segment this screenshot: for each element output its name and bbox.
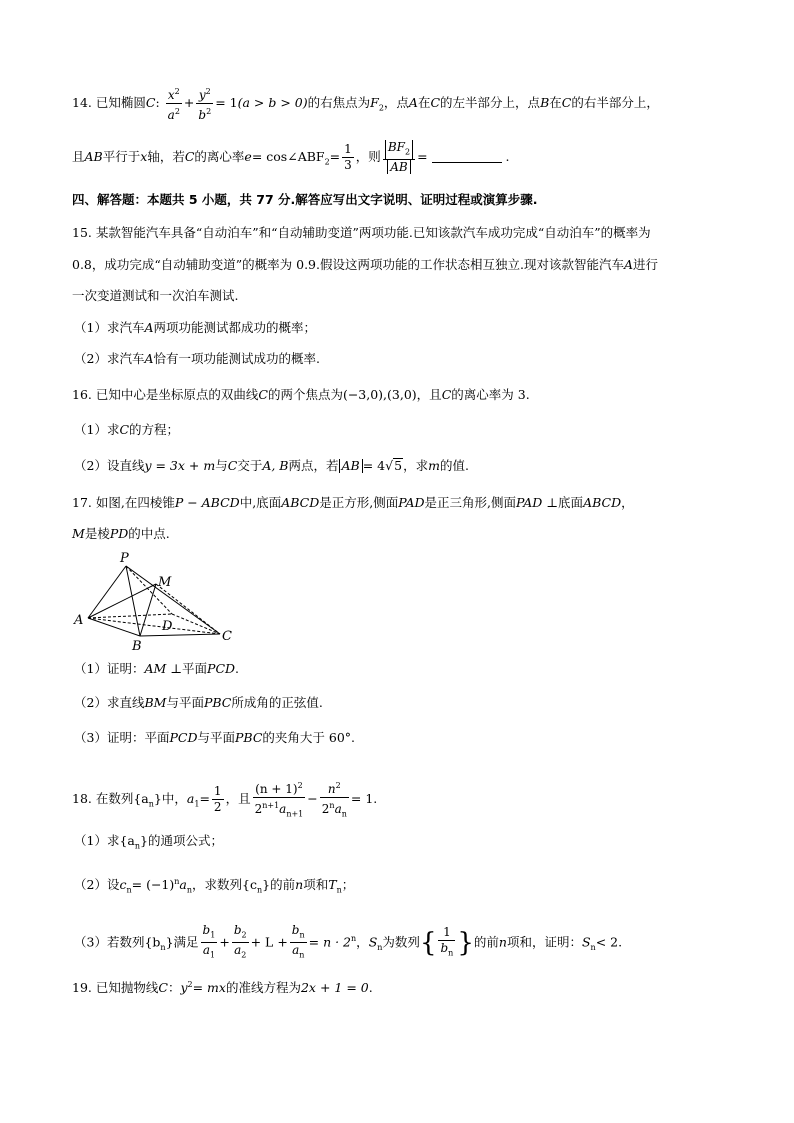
math-op: − <box>307 791 318 807</box>
math-var: AB <box>341 458 360 473</box>
text: 的离心率 <box>194 149 245 165</box>
answer-blank[interactable] <box>432 162 502 163</box>
math-var: ABCD <box>281 495 320 510</box>
math-sup: 2 <box>174 87 180 96</box>
math-sub: 2 <box>404 147 411 157</box>
math-expr: y = 3x + m <box>144 458 216 473</box>
math-var: C <box>441 387 452 402</box>
edge-AD <box>88 614 172 618</box>
q17-part3: （3）证明：平面PCD与平面PBC的夹角大于 60°. <box>74 730 355 745</box>
q15-part2: （2）求汽车A恰有一项功能测试成功的概率. <box>74 351 320 366</box>
math-var: b <box>198 108 207 122</box>
text: ，点 <box>383 95 409 110</box>
label-C: C <box>222 629 232 644</box>
fraction-recurrence-2: $\frac{n^2}{2^na_n}$ <box>320 778 349 821</box>
q15-line2 <box>72 256 658 274</box>
q17-line1: 17. 如图,在四棱锥P − ABCD中,底面ABCD是正方形,侧面PAD是正三角形,侧面PAD ⊥底面ABCD， <box>72 495 634 510</box>
q18-line1: 18. 在数列$\{a_n\}$中，$a_1=$ $\frac{1}{2}$ ，且 $\frac{(n + 1)^2}{2^{n+1}a_{n+1}}$ − $\frac{n^2}{2^na_n}$ = 1. <box>72 778 377 821</box>
fraction-one-half: $\frac{1}{2}$ <box>213 784 222 815</box>
text: 已知椭圆 <box>95 95 146 110</box>
section-heading: 四、解答题：本题共 5 小题，共 77 分.解答应写出文字说明、证明过程或演算步骤. <box>72 192 538 207</box>
label-A: A <box>74 613 84 628</box>
math-expr: = cos∠ABF <box>251 149 325 165</box>
edge-BC <box>140 634 220 636</box>
q17-part2: （2）求直线BM与平面PBC所成角的正弦值. <box>74 695 323 710</box>
math-var: PD <box>109 526 129 541</box>
math-var: PCD <box>169 730 198 745</box>
math-expr: (−3,0),(3,0) <box>342 387 417 402</box>
math-op: = <box>417 149 428 165</box>
fraction-one-third: $\frac{1}{3}$ <box>344 142 352 173</box>
q14-line2 <box>72 140 510 175</box>
fraction-recurrence-1: $\frac{(n + 1)^2}{2^{n+1}a_{n+1}}$ <box>253 778 306 821</box>
math-sub: 2 <box>378 103 384 113</box>
math-var: PBC <box>234 730 263 745</box>
pyramid-figure <box>68 548 248 654</box>
math-var: AB <box>84 149 103 165</box>
question-number: 14. <box>72 95 92 110</box>
fraction-bn-an: $\frac{b_n}{a_n}$ <box>291 923 305 960</box>
label-P: P <box>120 551 129 566</box>
math-var: A <box>408 95 418 110</box>
math-sub: 2 <box>324 157 330 167</box>
text: 进行 <box>633 257 659 272</box>
math-var: B <box>540 95 550 110</box>
math-var: A <box>623 257 633 272</box>
math-expr: {a <box>133 791 149 807</box>
math-op: : <box>155 95 160 110</box>
q16-part1: （1）求C的方程； <box>74 422 180 437</box>
text: 0.8，成功完成“自动辅助变道”的概率为 0.9.假设这两项功能的工作状态相互独立.现对该款智能汽车 <box>72 257 624 272</box>
fraction-y2-b2 <box>196 84 213 123</box>
math-var: PBC <box>203 695 232 710</box>
fraction-b1-a1: $\frac{b_1}{a_1}$ <box>202 923 216 960</box>
label-D: D <box>162 619 173 634</box>
math-var: x <box>140 149 148 165</box>
math-var: C <box>258 387 268 402</box>
q18-part1: （1）求$\{a_n\}$的通项公式； <box>74 833 223 851</box>
math-var: C <box>430 95 441 110</box>
text: 且 <box>72 149 85 165</box>
fraction-b2-a2: $\frac{b_2}{a_2}$ <box>233 923 247 960</box>
sqrt-radicand: 5 <box>394 458 403 473</box>
text: ，则 <box>355 149 381 165</box>
math-var: y <box>198 88 206 102</box>
math-op: = <box>329 149 341 165</box>
math-sup: 2 <box>174 107 180 116</box>
math-var: C <box>184 149 195 165</box>
q18-part3: （3）若数列$\{b_n\}$满足 $\frac{b_1}{a_1}$ + $\frac{b_2}{a_2}$ + L + $\frac{b_n}{a_n}$ = $n \cdot 2^n$，$S_n$为数列{ $\frac{1}{b_n}$ }的前n项和，证明：$S_n< 2$. <box>74 923 622 963</box>
math-expr: 2x + 1 = 0 <box>300 980 369 996</box>
math-expr: {a <box>119 833 135 848</box>
math-var: C <box>158 980 168 996</box>
math-var: PCD <box>207 661 236 676</box>
math-var: A <box>144 320 154 335</box>
text: 的左半部分上，点 <box>440 95 541 110</box>
math-var: M <box>72 526 85 541</box>
text: . <box>505 149 510 165</box>
q16-part2: （2）设直线y = 3x + m与C交于A, B两点，若 AB = 4√5，求m的值. <box>74 458 469 473</box>
math-var: C <box>145 95 156 110</box>
edge-PC <box>126 566 220 634</box>
math-condition: (a > b > 0) <box>237 95 308 110</box>
q17-part1: （1）证明：AM ⊥平面PCD. <box>74 661 240 676</box>
math-var: C <box>561 95 572 110</box>
math-var: a <box>186 791 195 807</box>
edge-PB <box>126 566 140 636</box>
label-B: B <box>132 639 142 654</box>
text: 的右焦点为 <box>307 95 371 110</box>
segment-AM <box>88 584 156 618</box>
math-var: PAD <box>398 495 425 510</box>
math-expr: P − ABCD <box>174 495 240 510</box>
math-var: C <box>227 458 238 473</box>
math-var: A <box>144 351 154 366</box>
math-var: C <box>119 422 130 437</box>
text: 平行于 <box>102 149 141 165</box>
segment-BM <box>140 584 156 636</box>
math-var: x <box>167 88 175 102</box>
q15-line3: 一次变道测试和一次泊车测试. <box>72 288 239 303</box>
q14-line1: 14. 已知椭圆C: $\frac{x^2}{a^2}$ + $\frac{y^2}{b^2}$ = 1(a > b > 0)的右焦点为$F_2$，点A在C的左半部分上，点B在C的右半部分上， <box>72 84 659 123</box>
q15-line1: 15. 某款智能汽车具备“自动泊车”和“自动辅助变道”两项功能.已知该款汽车成功完成“自动泊车”的概率为 <box>72 225 651 240</box>
math-sup: 2 <box>205 87 211 96</box>
q19-line1: 19. 已知抛物线C：$y^2=$ mx的准线方程为2x + 1 = 0. <box>72 980 373 996</box>
fraction-x2-a2 <box>166 84 182 123</box>
q17-line2: M是棱PD的中点. <box>72 526 170 541</box>
label-M: M <box>158 575 172 590</box>
math-var: m <box>428 458 440 473</box>
math-op: = 1 <box>215 95 238 110</box>
math-var: F <box>370 95 379 110</box>
text: 在 <box>417 95 431 110</box>
text: 的右半部分上， <box>571 95 659 110</box>
math-var: BF <box>387 140 405 154</box>
math-expr: AM ⊥ <box>144 661 183 676</box>
math-var: A, B <box>262 458 289 473</box>
math-var: BM <box>144 695 167 710</box>
math-expr: PAD ⊥ <box>516 495 559 510</box>
edge-PA <box>88 566 126 618</box>
fraction-bf2-ab <box>383 140 415 175</box>
math-var: e <box>244 149 252 165</box>
text: 轴，若 <box>147 149 185 165</box>
math-var: AB <box>390 160 408 175</box>
math-var: a <box>167 108 175 122</box>
q16-line1: 16. 已知中心是坐标原点的双曲线C的两个焦点为(−3,0),(3,0)，且C的离心率为 3. <box>72 387 530 402</box>
q18-part2: （2）设$c_n= (-1)^na_n$，求数列$\{c_n\}$的前n项和$T_n$； <box>74 877 355 895</box>
math-var: ABCD <box>583 495 622 510</box>
fraction-1-bn: $\frac{1}{b_n}$ <box>440 925 454 958</box>
text: 在 <box>549 95 562 110</box>
math-sup: 2 <box>206 107 212 116</box>
q15-part1: （1）求汽车A两项功能测试都成功的概率； <box>74 320 316 335</box>
